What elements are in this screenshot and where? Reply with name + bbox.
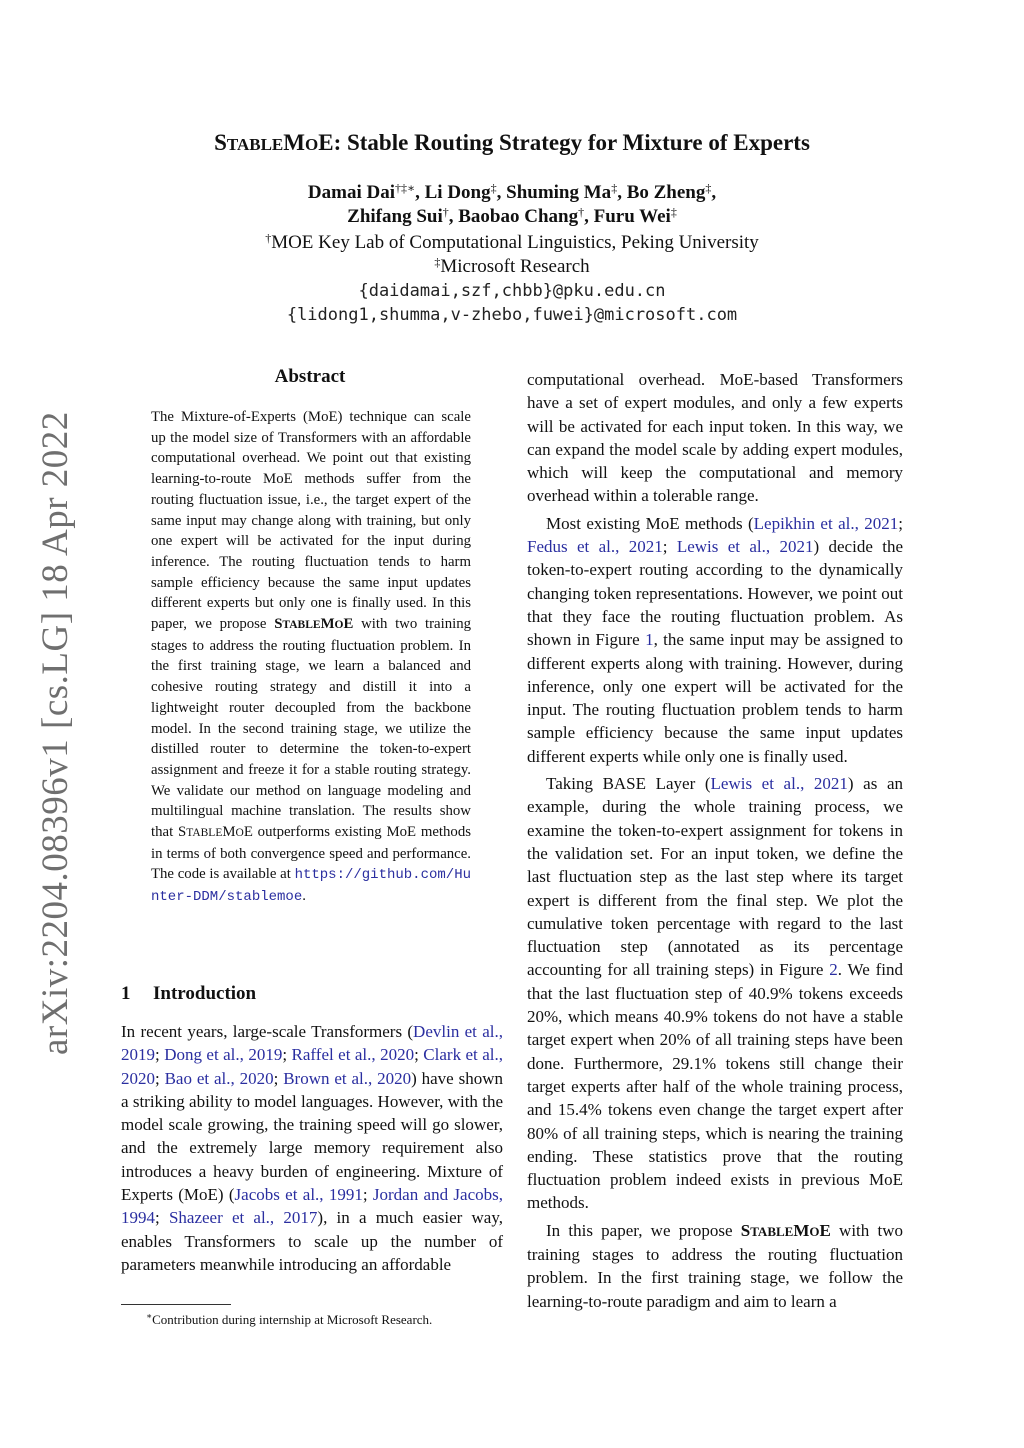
author-name: Zhifang Sui — [347, 206, 443, 227]
paragraph: Taking BASE Layer (Lewis et al., 2021) as an example, during the whole training process, we examine the token-to-expert assignment for tokens in the validation set. For an input token, we define the last fluctuation step as the last step where its target expert is different from the final step. We plot the cumulative token percentage with regard to the last fluctuation step (annotated as its percentage accounting for all training steps) in Figure 2. We find that the last fluctuation step of 40.9% tokens exceeds 20%, which means 40.9% tokens do not have a stable target expert when 20% of all training steps have been done. Furthermore, 29.1% tokens still change their target experts after half of the whole training process, and 15.4% tokens even change the target expert after 80% of all training steps, which is nearing the training ending. These statistics prove that the routing fluctuation problem indeed exists in previous MoE methods. — [527, 774, 903, 1213]
author-name: Bo Zheng — [626, 182, 706, 203]
introduction-body: In recent years, large-scale Transformers (Devlin et al., 2019; Dong et al., 2019; Raffel et al., 2020; Clark et al., 2020; Bao et al., 2020; Brown et al., 2020) have shown a striking ability to model languages. However, with the model scale growing, the training speed will go slower, and the extremely large memory requirement also introduces a heavy burden of engineering. Mixture of Experts (MoE) (Jacobs et al., 1991; Jordan and Jacobs, 1994; Shazeer et al., 2017), in a much easier way, enables Transformers to scale up the number of parameters meanwhile introducing an affordable — [121, 1022, 504, 1274]
citation-link[interactable]: Bao et al., 2020 — [164, 1068, 274, 1088]
citation-link[interactable]: Raffel et al., 2020 — [291, 1045, 415, 1065]
citation-link[interactable]: Dong et al., 2019 — [164, 1045, 283, 1065]
citation-link[interactable]: Clark et al., 2020 — [121, 1045, 504, 1088]
author-name: Baobao Chang — [458, 206, 579, 227]
citation-link[interactable]: Brown et al., 2020 — [283, 1068, 412, 1088]
paper-title: STABLEMOE: Stable Routing Strategy for Mixture of Experts — [214, 130, 810, 155]
author-line-1: Damai Dai†‡∗, Li Dong‡, Shuming Ma‡, Bo Zheng‡, — [307, 181, 717, 203]
right-column-body — [527, 368, 903, 1317]
affiliation-2: ‡Microsoft Research — [434, 255, 590, 277]
abstract-body: The Mixture-of-Experts (MoE) technique can scale up the model size of Transformers with an affordable computational overhead. We point out that existing learning-to-route MoE methods suffer from the routing fluctuation issue, i.e., the target expert of the same input may change along with training, but only one expert will be activated for the input during inference. The routing fluctuation tends to harm sample efficiency because the same input updates different experts but only one is finally used. In this paper, we propose STABLEMOE with two training stages to address the routing fluctuation problem. In the first training stage, we learn a balanced and cohesive routing strategy and distill it into a lightweight router decoupled from the backbone model. In the second training stage, we utilize the distilled router to determine the token-to-expert assignment and freeze it for a stable routing strategy. We validate our method on language modeling and multilingual machine translation. The results show that STABLEMOE outperforms existing MoE methods in terms of both convergence speed and performance. The code is available at https://github.com/Hunter-DDM/stablemoe. — [151, 409, 471, 906]
author-name: Damai Dai — [307, 182, 395, 203]
paragraph: In this paper, we propose STABLEMOE with two training stages to address the routing fluctuation problem. In the first training stage, we follow the learning-to-route paradigm and aim to learn a — [527, 1220, 903, 1311]
figure-ref-link[interactable]: 1 — [645, 630, 654, 650]
email-line-2: {lidong1,shumma,v-zhebo,fuwei}@microsoft.com — [286, 305, 738, 325]
citation-link[interactable]: Lewis et al., 2021 — [676, 537, 814, 557]
citation-link[interactable]: Jacobs et al., 1991 — [234, 1185, 363, 1205]
paragraph: computational overhead. MoE-based Transformers have a set of expert modules, and only a few experts will be activated for each input token. In this way, we can expand the model scale by adding expert modules, which will keep the computational and memory overhead within a tolerable range. — [527, 370, 903, 506]
citation-link[interactable]: Shazeer et al., 2017 — [168, 1208, 318, 1228]
arxiv-identifier-stamp — [22, 411, 78, 1055]
arxiv-identifier-text: arXiv:2204.08396v1 [cs.LG] 18 Apr 2022 — [35, 411, 76, 1055]
citation-link[interactable]: Lepikhin et al., 2021 — [753, 513, 899, 533]
citation-link[interactable]: Devlin et al., 2019 — [121, 1022, 503, 1065]
citation-link[interactable]: Lewis et al., 2021 — [710, 774, 848, 794]
author-name: Furu Wei — [593, 206, 671, 227]
affiliation-1: †MOE Key Lab of Computational Linguistics, Peking University — [265, 231, 759, 253]
code-link[interactable]: https://github.com/Hunter-DDM/stablemoe — [151, 867, 471, 906]
footnote-divider — [121, 1304, 231, 1305]
citation-link[interactable]: Jordan and Jacobs, 1994 — [121, 1185, 503, 1228]
author-line-2: Zhifang Sui†, Baobao Chang†, Furu Wei‡ — [347, 205, 677, 227]
figure-ref-link[interactable]: 2 — [829, 960, 838, 980]
footnote: ∗Contribution during internship at Microsoft Research. — [146, 1311, 433, 1327]
citation-link[interactable]: Fedus et al., 2021 — [527, 537, 663, 557]
paragraph: Most existing MoE methods (Lepikhin et al., 2021; Fedus et al., 2021; Lewis et al., 2021) decide the token-to-expert routing according to the dynamically changing token representations. However, we point out that they face the routing fluctuation problem. As shown in Figure 1, the same input may be assigned to different experts along with training. However, during inference, only one expert will be activated for the input. The routing fluctuation problem tends to harm sample efficiency because the same input updates different experts while only one is finally used. — [527, 513, 904, 766]
abstract-heading: Abstract — [274, 366, 346, 387]
author-name: Shuming Ma — [506, 182, 612, 203]
email-line-1: {daidamai,szf,chbb}@pku.edu.cn — [358, 281, 666, 301]
section-heading-introduction: 1 Introduction — [121, 983, 257, 1004]
author-name: Li Dong — [424, 182, 491, 203]
